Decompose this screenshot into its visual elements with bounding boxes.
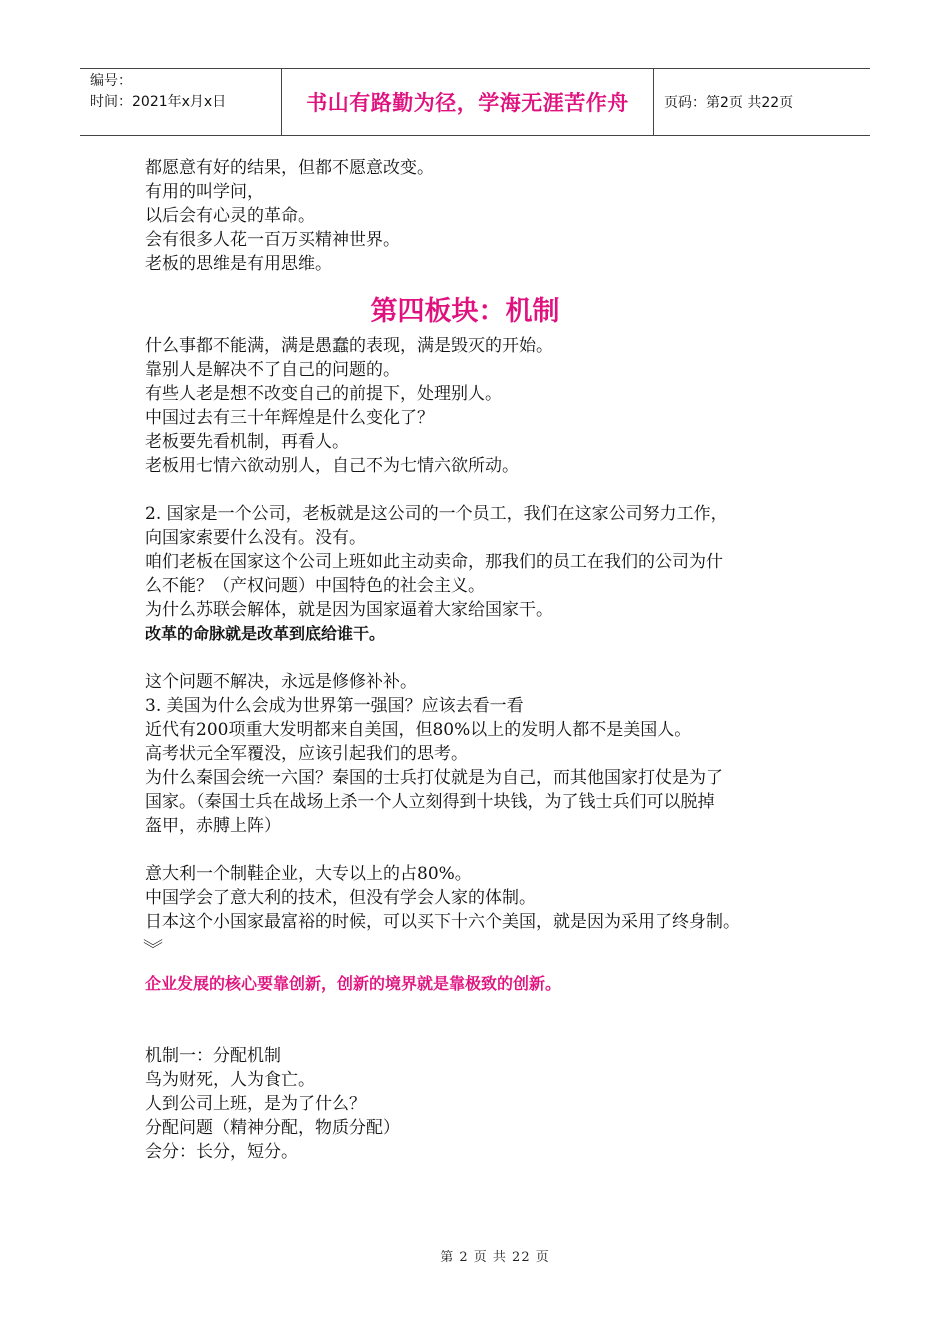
document-body [145, 156, 815, 1164]
text-line: 3. 美国为什么会成为世界第一强国？应该去看一看 [145, 696, 524, 716]
text-line: 中国学会了意大利的技术，但没有学会人家的体制。 [145, 888, 536, 908]
text-line: 向国家索要什么没有。没有。 [145, 528, 366, 548]
header-serial: 编号： [90, 73, 132, 89]
highlight-statement: 企业发展的核心要靠创新，创新的境界就是靠极致的创新。 [145, 974, 562, 993]
text-line: 咱们老板在国家这个公司上班如此主动卖命，那我们的员工在我们的公司为什 [145, 552, 723, 572]
text-line: 老板用七情六欲动别人，自己不为七情六欲所动。 [145, 456, 519, 476]
text-line: 分配问题（精神分配，物质分配） [145, 1118, 400, 1138]
text-line: 日本这个小国家最富裕的时候，可以买下十六个美国，就是因为采用了终身制。 [145, 912, 740, 932]
text-line: 有些人老是想不改变自己的前提下，处理别人。 [145, 384, 502, 404]
header-meta [80, 69, 282, 135]
text-line: 意大利一个制鞋企业，大专以上的占80%。 [145, 864, 472, 884]
spacer [145, 996, 815, 1020]
header-page-info: 页码：第2页 共22页 [664, 95, 794, 111]
spacer [145, 478, 815, 502]
header-date: 时间：2021年x月x日 [90, 94, 227, 110]
page-footer: 第 2 页 共 22 页 [440, 1250, 550, 1265]
page-header [80, 68, 870, 136]
chevron-down-icon: ︾ [143, 937, 163, 961]
text-line: 近代有200项重大发明都来自美国，但80%以上的发明人都不是美国人。 [145, 720, 692, 740]
text-line: 老板的思维是有用思维。 [145, 254, 332, 274]
text-line: 都愿意有好的结果，但都不愿意改变。 [145, 158, 434, 178]
text-line: 2. 国家是一个公司，老板就是这公司的一个员工，我们在这家公司努力工作， [145, 504, 728, 524]
text-line: 以后会有心灵的革命。 [145, 206, 315, 226]
text-line: 靠别人是解决不了自己的问题的。 [145, 360, 400, 380]
text-line: 什么事都不能满，满是愚蠢的表现，满是毁灭的开始。 [145, 336, 553, 356]
text-line: 这个问题不解决，永远是修修补补。 [145, 672, 417, 692]
text-line: 为什么苏联会解体，就是因为国家逼着大家给国家干。 [145, 600, 553, 620]
text-line: 人到公司上班，是为了什么？ [145, 1094, 366, 1114]
text-line: 中国过去有三十年辉煌是什么变化了？ [145, 408, 434, 428]
spacer [145, 838, 815, 862]
text-line: 老板要先看机制，再看人。 [145, 432, 349, 452]
spacer [145, 646, 815, 670]
text-line: 国家。（秦国士兵在战场上杀一个人立刻得到十块钱，为了钱士兵们可以脱掉 [145, 792, 715, 812]
text-line: 为什么秦国会统一六国？秦国的士兵打仗就是为自己，而其他国家打仗是为了 [145, 768, 723, 788]
bold-statement: 改革的命脉就是改革到底给谁干。 [145, 624, 386, 643]
text-line: 鸟为财死，人为食亡。 [145, 1070, 315, 1090]
header-motto: 书山有路勤为径，学海无涯苦作舟 [282, 69, 654, 135]
section-title: 第四板块：机制 [370, 296, 560, 327]
spacer [145, 964, 815, 972]
text-line: 高考状元全军覆没，应该引起我们的思考。 [145, 744, 468, 764]
text-line: 会有很多人花一百万买精神世界。 [145, 230, 400, 250]
text-line: 有用的叫学问， [145, 182, 264, 202]
text-line: 会分：长分，短分。 [145, 1142, 298, 1162]
spacer [145, 1020, 815, 1044]
text-line: 盔甲，赤膊上阵） [145, 816, 281, 836]
text-line: 机制一：分配机制 [145, 1046, 281, 1066]
text-line: 么不能？（产权问题）中国特色的社会主义。 [145, 576, 485, 596]
